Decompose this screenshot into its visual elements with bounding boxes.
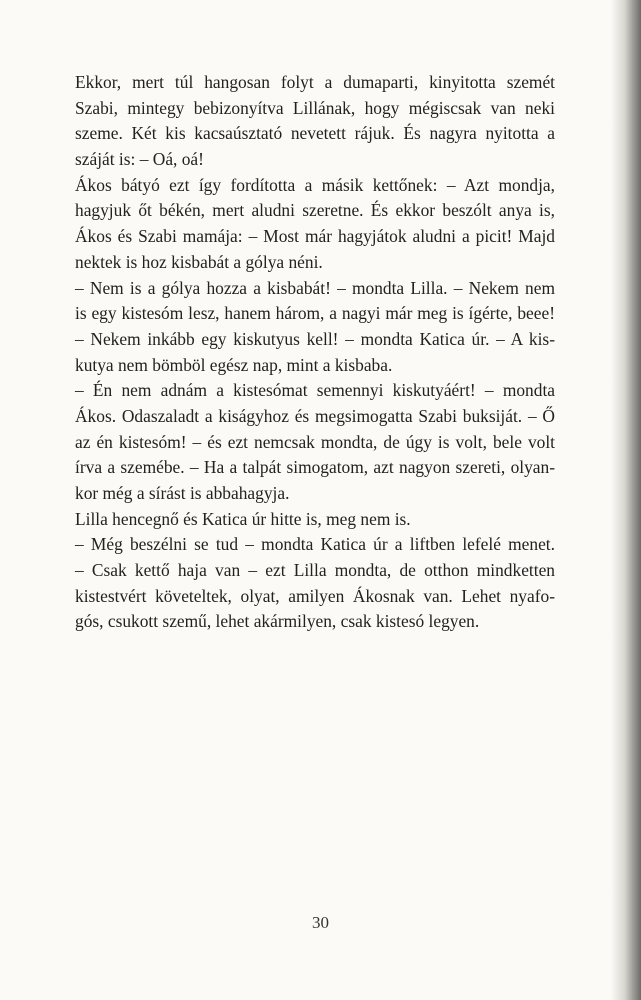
- text-line: hagyjuk őt békén, mert aludni szeretne. És ekkor beszólt anya is,: [75, 200, 555, 221]
- text-line: Ákos és Szabi mamája: – Most már hagyjátok aludni a picit! Majd: [75, 226, 555, 247]
- page-number: 30: [312, 913, 329, 932]
- text-line: is egy kistesóm lesz, hanem három, a nagyi már meg is ígérte, beee!: [75, 303, 555, 324]
- text-line: Lilla hencegnő és Katica úr hitte is, meg nem is.: [75, 508, 411, 529]
- text-line: – Nekem inkább egy kiskutyus kell! – mondta Katica úr. – A kis-: [75, 328, 555, 349]
- text-line: írva a szemébe. – Ha a talpát simogatom, azt nagyon szereti, olyan-: [75, 457, 555, 478]
- text-line: kutya nem bömböl egész nap, mint a kisbaba.: [75, 354, 393, 375]
- text-line: kor még a sírást is abbahagyja.: [75, 483, 290, 503]
- text-line: száját is: – Oá, oá!: [75, 149, 204, 170]
- text-line: Szabi, mintegy bebizonyítva Lillának, hogy mégiscsak van neki: [75, 97, 555, 118]
- text-line: az én kistesóm! – és ezt nemcsak mondta, de úgy is volt, bele volt: [75, 431, 555, 452]
- text-line: gós, csukott szemű, lehet akármilyen, csak kistesó legyen.: [75, 611, 480, 632]
- text-line: kistestvért követeltek, olyat, amilyen Ákosnak van. Lehet nyafo-: [75, 585, 555, 606]
- body-text: [75, 70, 555, 635]
- text-line: szeme. Két kis kacsaúsztató nevetett rájuk. És nagyra nyitotta a: [75, 123, 555, 144]
- page-gutter-shadow: [611, 0, 641, 1000]
- text-line: Ekkor, mert túl hangosan folyt a dumaparti, kinyitotta szemét: [75, 72, 555, 92]
- text-line: Ákos bátyó ezt így fordította a másik kettőnek: – Azt mondja,: [75, 174, 555, 195]
- text-line: – Még beszélni se tud – mondta Katica úr a liftben lefelé menet.: [75, 534, 555, 555]
- text-line: Ákos. Odaszaladt a kiságyhoz és megsimogatta Szabi buksiját. – Ő: [75, 405, 555, 426]
- text-line: – Én nem adnám a kistesómat semennyi kiskutyáért! – mondta: [75, 380, 555, 401]
- text-line: nektek is hoz kisbabát a gólya néni.: [75, 251, 323, 272]
- text-line: – Nem is a gólya hozza a kisbabát! – mondta Lilla. – Nekem nem: [75, 277, 555, 298]
- text-line: – Csak kettő haja van – ezt Lilla mondta, de otthon mindketten: [75, 560, 555, 581]
